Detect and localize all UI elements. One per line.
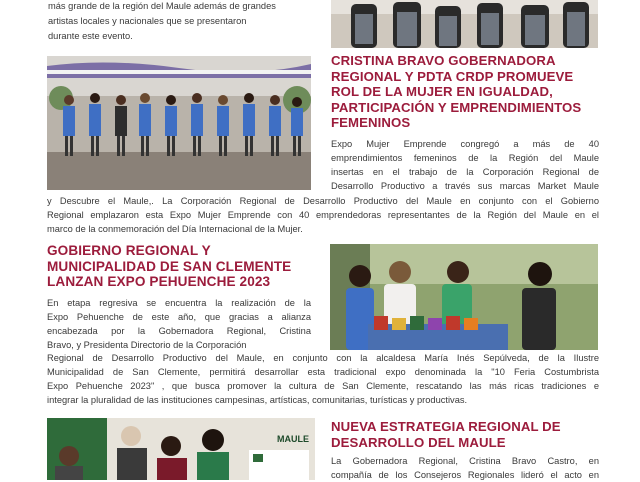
body-line: Bravo, y Presidenta Directorio de la Corporación: [47, 340, 247, 350]
body-line: marco de la conmemoración del Día Internacional de la Mujer.: [47, 224, 303, 234]
body-line: integrar la pluralidad de las instituciones campesinas, artísticas, comunitarias, turísticas y productivas.: [47, 395, 468, 405]
headline-line: GOBIERNO REGIONAL Y: [47, 243, 211, 258]
body-line: compañía de los Consejeros Regionales lideró el acto en: [331, 470, 599, 480]
body-line: y Descubre el Maule,. La Corporación Regional de Desarrollo Productivo del Maule en conjunto con el Gobierno: [47, 196, 599, 206]
article-body-right: [331, 138, 599, 193]
intro-line: durante este evento.: [48, 31, 133, 41]
headline-expo-pehuenche: [47, 243, 327, 290]
headline-line: MUNICIPALIDAD DE SAN CLEMENTE: [47, 258, 292, 274]
headline-line: PARTICIPACIÓN Y EMPRENDIMIENTOS: [331, 99, 582, 115]
photo-estrategia-regional: [47, 418, 315, 480]
headline-line: FEMENINOS: [331, 115, 411, 130]
headline-estrategia-regional: [331, 419, 601, 450]
article-body-full: [47, 195, 599, 236]
body-line: Municipalidad de San Clemente, permitirá desarrollar esta tradicional expo denominada la "10 Feria Costumbrista: [47, 367, 599, 377]
body-line: Desarrollo Productivo a través sus marcas Market Maule: [331, 181, 599, 191]
body-line: Regional de Desarrollo Productivo del Maule, en conjunto con la alcaldesa María Inés Sepúlveda, de la Ilustre: [47, 353, 599, 363]
body-line: Expo Mujer Emprende congregó a más de 40: [331, 139, 599, 149]
intro-line: más grande de la región del Maule además de grandes: [48, 1, 276, 11]
photo-expo-mujer-emprende: [47, 56, 311, 190]
body-line: Expo Pehuenche de este año, que gracias a alianza: [47, 312, 311, 322]
headline-line: CRISTINA BRAVO GOBERNADORA: [331, 53, 556, 68]
headline-line: ROL DE LA MUJER EN IGUALDAD,: [331, 84, 553, 99]
headline-line: REGIONAL Y PDTA CRDP PROMUEVE: [331, 68, 574, 84]
article-body-left: [47, 297, 311, 352]
article-body-full-2: [47, 352, 599, 407]
intro-line: artistas locales y nacionales que se presentaron: [48, 16, 247, 26]
body-line: En etapa regresiva se encuentra la realización de la: [47, 298, 311, 308]
intro-text: [48, 0, 318, 43]
body-line: insertas en el trabajo de la Corporación Regional de: [331, 167, 599, 177]
headline-cristina-bravo: [331, 53, 601, 131]
photo-expo-pehuenche: [330, 244, 598, 350]
photo-expo-group-top: [331, 0, 598, 48]
body-line: emprendimientos femeninos de la Región del Maule: [331, 153, 599, 163]
body-line: La Gobernadora Regional, Cristina Bravo Castro, en: [331, 456, 599, 466]
headline-line: NUEVA ESTRATEGIA REGIONAL DE: [331, 419, 561, 434]
headline-line: DESARROLLO DEL MAULE: [331, 434, 506, 450]
body-line: Regional emplazaron esta Expo Mujer Emprende con 40 emprendedoras representantes de la Región del Maule en el: [47, 210, 599, 220]
headline-line: LANZAN EXPO PEHUENCHE 2023: [47, 274, 271, 289]
body-line: Expo Pehuenche 2023" , que busca promover la cultura de San Clemente, rescatando las más ricas tradiciones e: [47, 381, 599, 391]
article-body-estrategia: [331, 455, 599, 482]
banner-text: MAULE: [277, 434, 309, 444]
body-line: encabezada por la Gobernadora Regional, Cristina: [47, 326, 311, 336]
